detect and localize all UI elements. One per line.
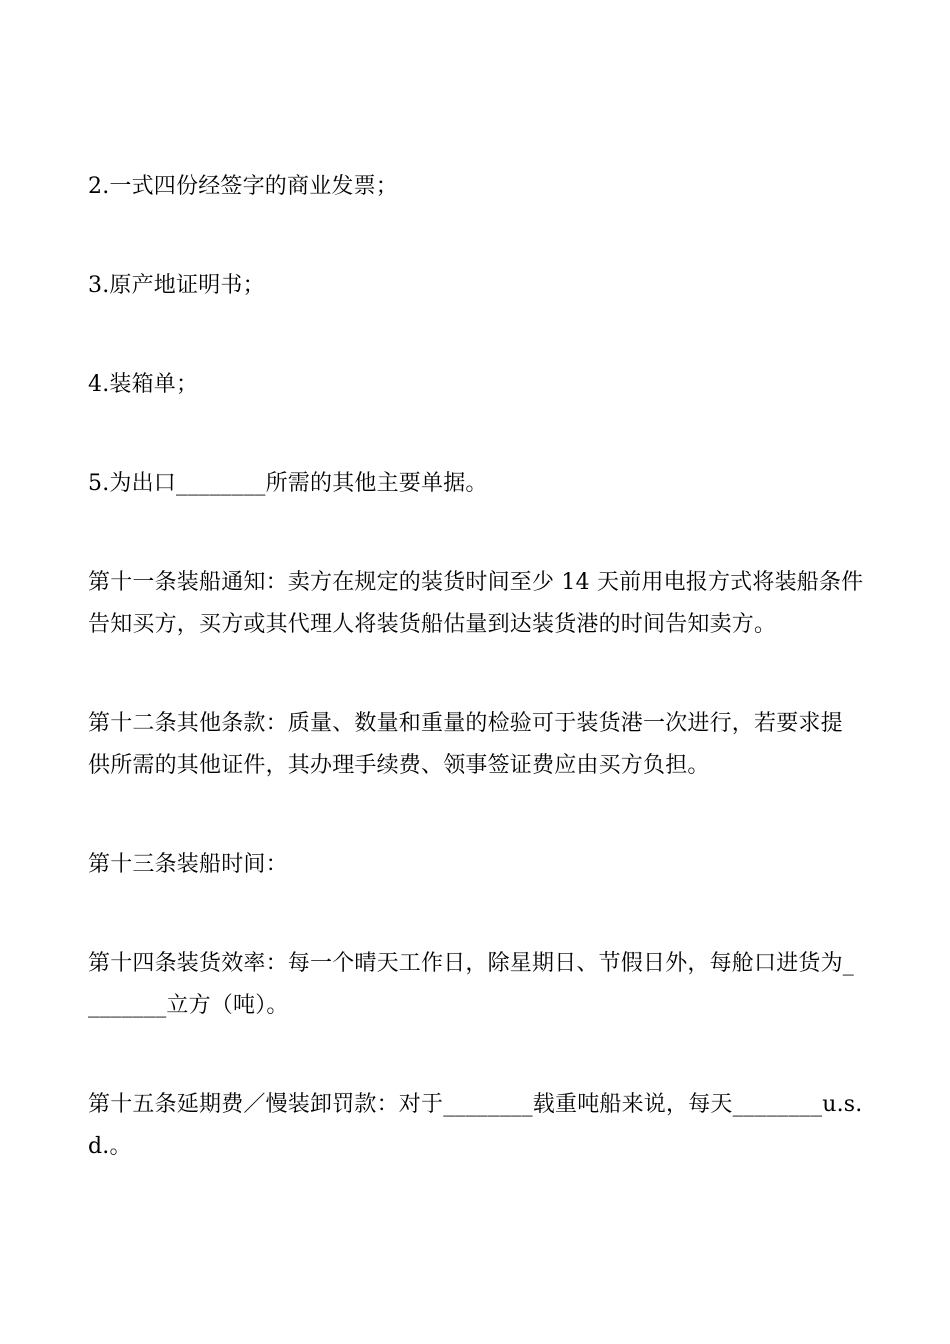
paragraph-item-4: 4.装箱单； bbox=[88, 372, 199, 397]
paragraph-item-5: 5.为出口________所需的其他主要单据。 bbox=[88, 471, 488, 496]
paragraph-article-15: 第十五条延期费／慢装卸罚款：对于________载重吨船来说，每天________u.s.d.。 bbox=[88, 1092, 863, 1159]
paragraph-article-12: 第十二条其他条款：质量、数量和重量的检验可于装货港一次进行，若要求提供所需的其他证件，其办理手续费、领事签证费应由买方负担。 bbox=[88, 711, 843, 778]
paragraph-article-11: 第十一条装船通知：卖方在规定的装货时间至少 14 天前用电报方式将装船条件告知买方，买方或其代理人将装货船估量到达装货港的时间告知卖方。 bbox=[88, 570, 864, 637]
document-body bbox=[88, 166, 864, 1168]
paragraph-article-13: 第十三条装船时间： bbox=[88, 852, 288, 877]
paragraph-article-14: 第十四条装货效率：每一个晴天工作日，除星期日、节假日外，每舱口进货为________立方（吨）。 bbox=[88, 951, 855, 1018]
paragraph-item-3: 3.原产地证明书； bbox=[88, 273, 265, 298]
paragraph-item-2: 2.一式四份经签字的商业发票； bbox=[88, 174, 398, 199]
